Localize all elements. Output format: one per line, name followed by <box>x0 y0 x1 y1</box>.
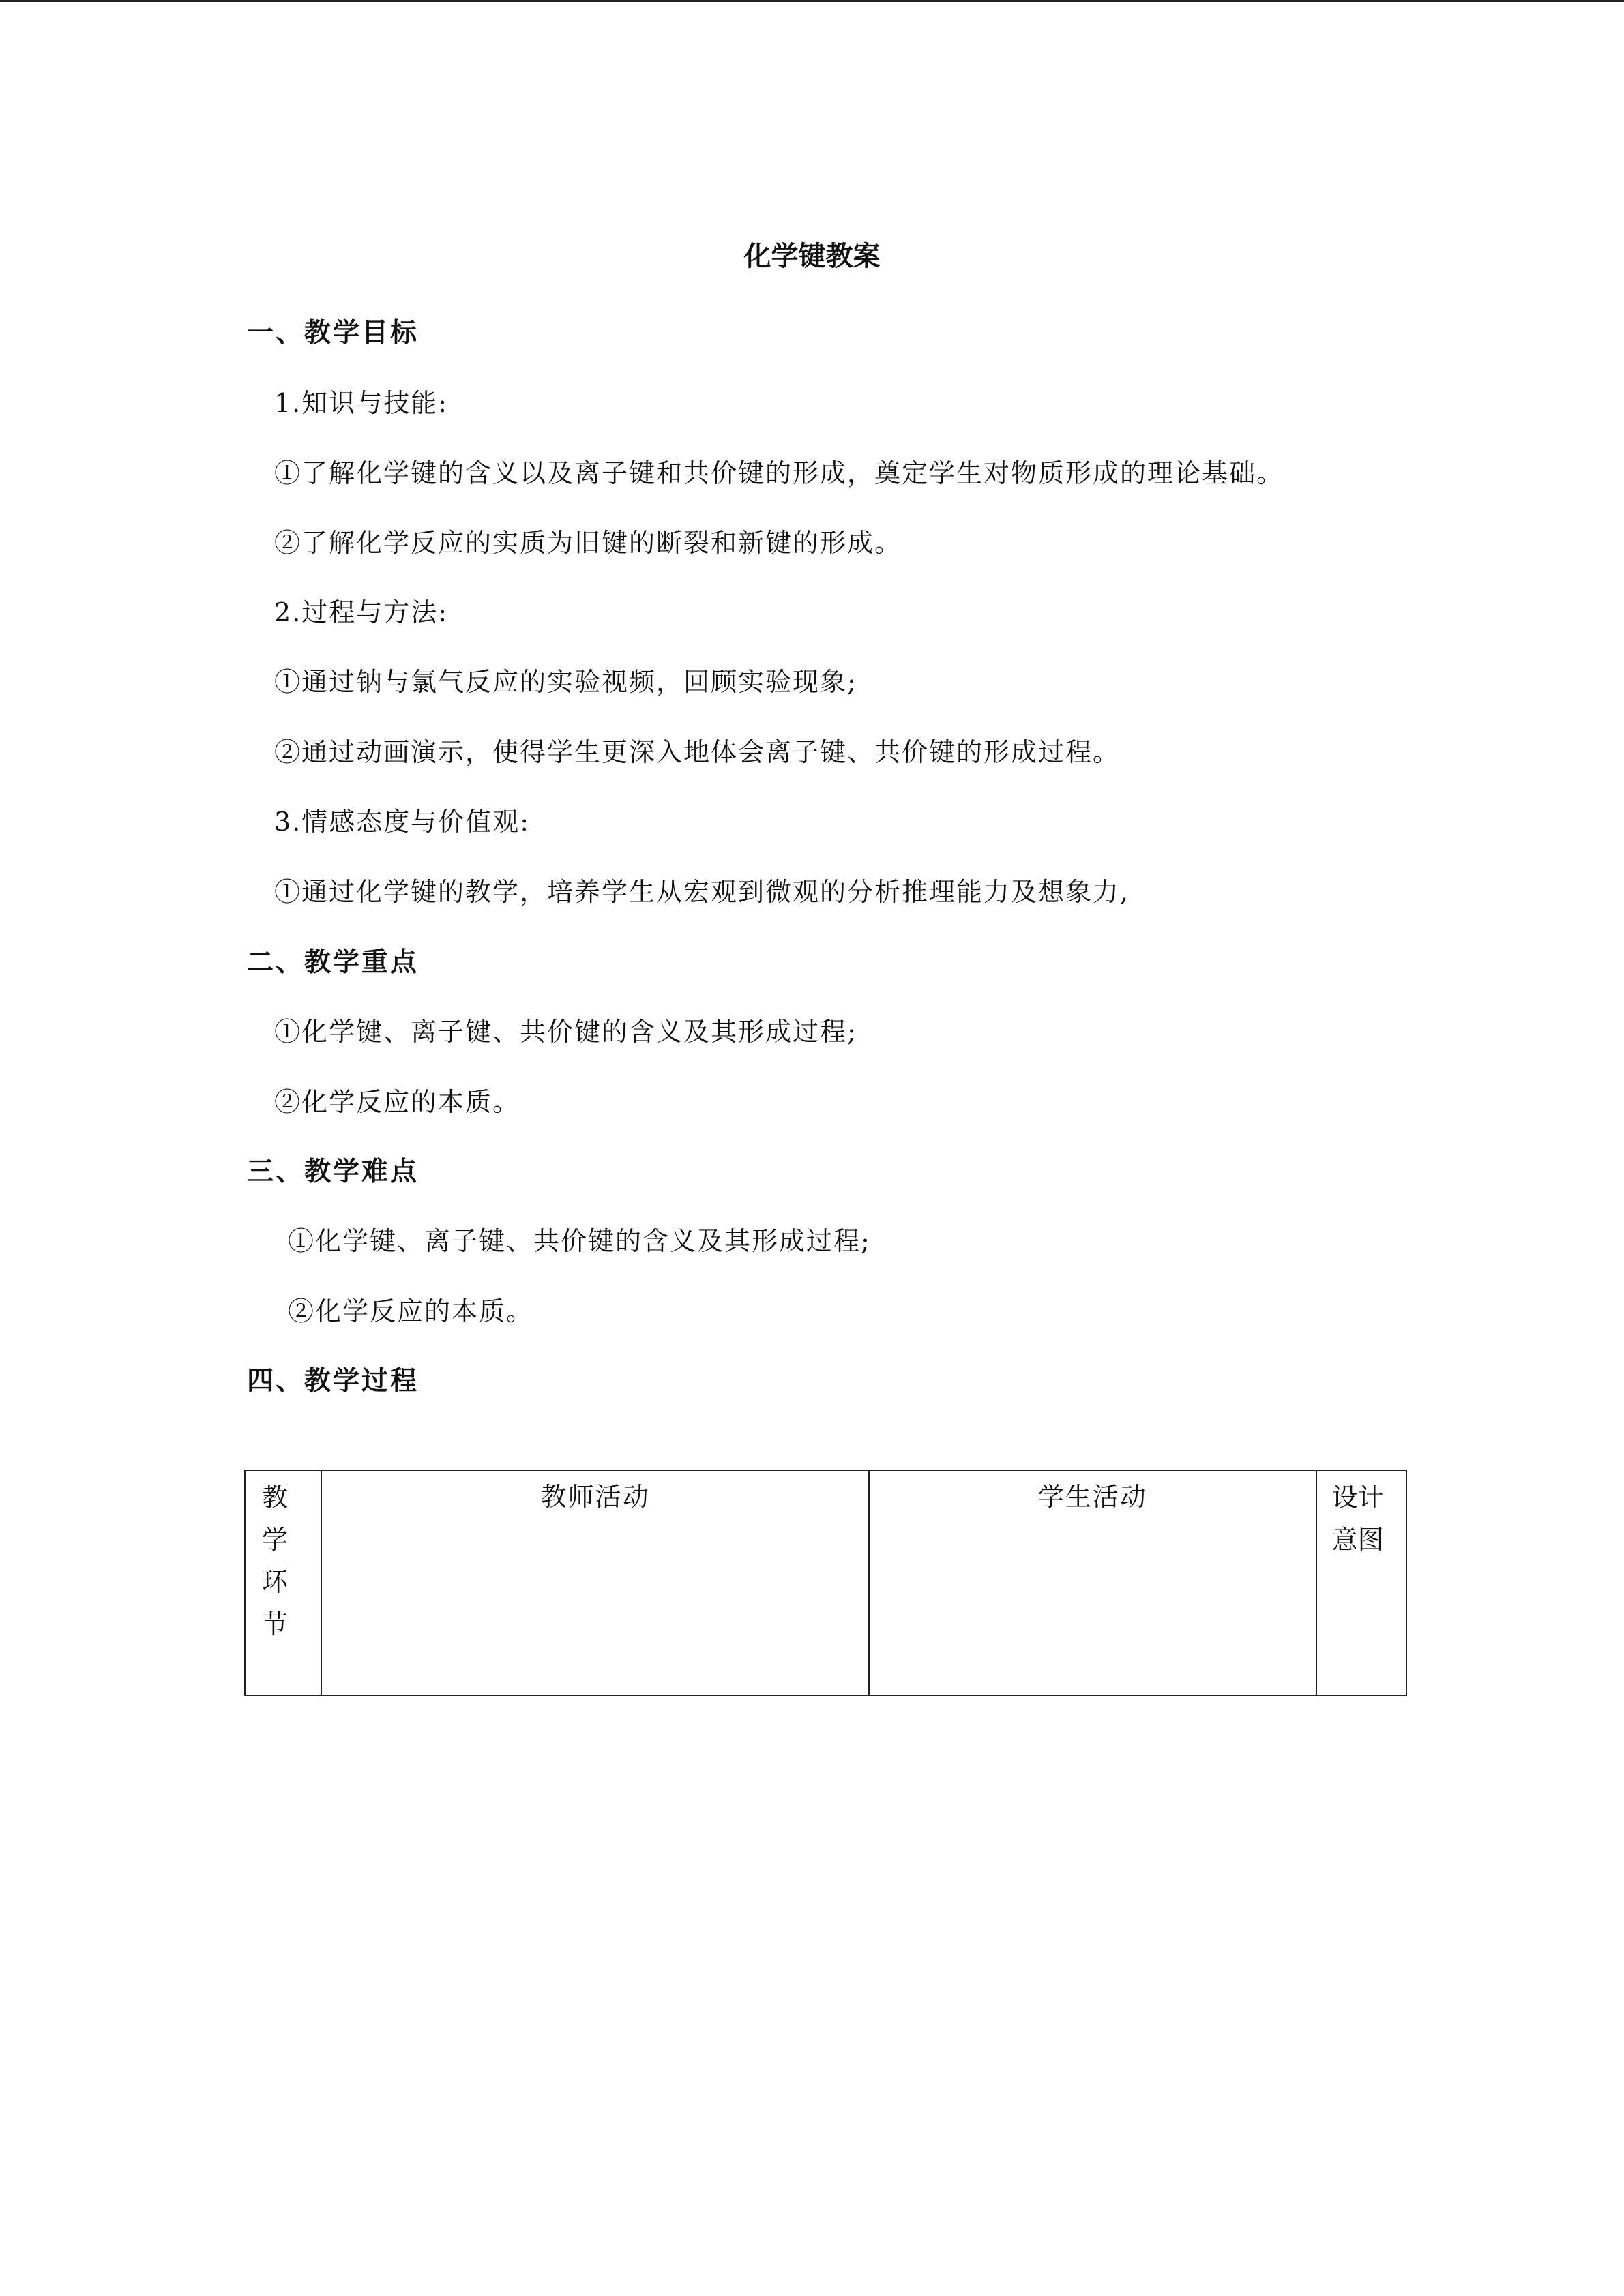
objective-line: ②了解化学反应的实质为旧键的断裂和新键的形成。 <box>274 528 902 558</box>
table-header-row <box>245 1470 1406 1695</box>
objective-line: ①通过化学键的教学，培养学生从宏观到微观的分析推理能力及想象力, <box>274 877 1130 907</box>
section-heading-key-points: 二、教学重点 <box>247 947 419 978</box>
teaching-process-table <box>244 1470 1407 1696</box>
header-cell-intent <box>1316 1470 1406 1695</box>
objective-line: 1.知识与技能: <box>274 388 449 418</box>
header-cell-stage <box>245 1470 321 1695</box>
objective-line: 2.过程与方法: <box>274 597 449 627</box>
header-cell-student <box>869 1470 1316 1695</box>
header-intent-label: 设计意图 <box>1331 1482 1384 1555</box>
objective-line: ①了解化学键的含义以及离子键和共价键的形成，奠定学生对物质形成的理论基础。 <box>274 458 1284 488</box>
objective-line: 3.情感态度与价值观: <box>274 807 531 837</box>
header-cell-teacher <box>321 1470 869 1695</box>
section-heading-process: 四、教学过程 <box>247 1366 419 1397</box>
document-title: 化学键教案 <box>743 241 881 272</box>
header-student-label: 学生活动 <box>1037 1482 1147 1512</box>
difficulty-line: ②化学反应的本质。 <box>288 1296 534 1326</box>
page-top-border <box>0 0 1624 2</box>
section-heading-difficulties: 三、教学难点 <box>247 1157 419 1187</box>
key-point-line: ②化学反应的本质。 <box>274 1087 520 1117</box>
difficulty-line: ①化学键、离子键、共价键的含义及其形成过程; <box>288 1226 871 1256</box>
objective-line: ②通过动画演示，使得学生更深入地体会离子键、共价键的形成过程。 <box>274 737 1121 767</box>
header-stage-label: 教学 环节 <box>262 1482 289 1639</box>
key-point-line: ①化学键、离子键、共价键的含义及其形成过程; <box>274 1017 857 1047</box>
header-teacher-label: 教师活动 <box>540 1482 650 1512</box>
section-heading-objectives: 一、教学目标 <box>247 318 419 348</box>
objective-line: ①通过钠与氯气反应的实验视频，回顾实验现象; <box>274 667 857 697</box>
